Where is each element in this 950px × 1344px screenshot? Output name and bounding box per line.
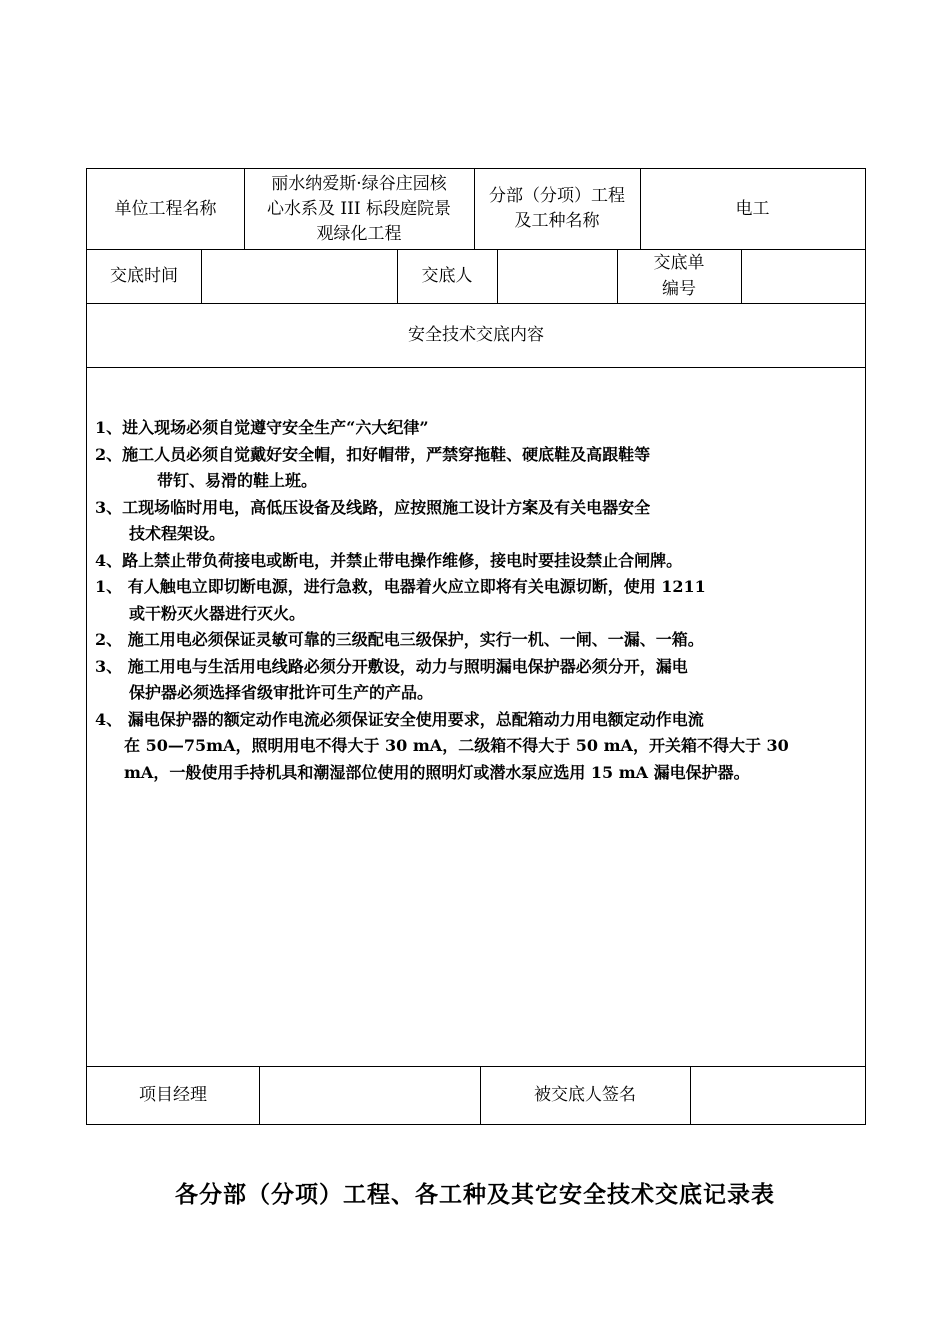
unit-project-name-line: 观绿化工程 <box>316 223 402 244</box>
content-line: 3、 施工用电与生活用电线路必须分开敷设，动力与照明漏电保护器必须分开，漏电 <box>95 656 688 676</box>
sub-project-label <box>474 169 640 249</box>
section-title: 安全技术交底内容 <box>408 324 544 345</box>
content-line: 1、 有人触电立即切断电源，进行急救，电器着火应立即将有关电源切断，使用 1211 <box>95 577 706 596</box>
briefing-number-label-line: 交底单 <box>653 253 705 273</box>
content-line: 保护器必须选择省级审批许可生产的产品。 <box>129 683 434 702</box>
briefing-content <box>95 415 859 786</box>
sub-project-label-line: 分部（分项）工程 <box>489 186 625 206</box>
signee-field[interactable] <box>690 1066 865 1124</box>
content-line: 或干粉灭火器进行灭火。 <box>129 603 306 623</box>
row-divider <box>87 367 865 368</box>
project-manager-field[interactable] <box>259 1066 480 1124</box>
unit-project-name-line: 丽水纳爱斯·绿谷庄园核 <box>271 173 447 194</box>
unit-project-name-line: 心水系及 III 标段庭院景 <box>267 198 451 219</box>
briefing-time-label: 交底时间 <box>110 265 178 286</box>
briefing-number-label-line: 编号 <box>662 279 696 299</box>
content-line: mA，一般使用手持机具和潮湿部位使用的照明灯或潜水泵应选用 15 mA 漏电保护器。 <box>124 762 750 782</box>
sub-project-label-line: 及工种名称 <box>514 211 600 231</box>
content-line: 2、 施工用电必须保证灵敏可靠的三级配电三级保护，实行一机、一闸、一漏、一箱。 <box>95 630 704 649</box>
briefing-person-field[interactable] <box>497 249 617 303</box>
content-line: 在 50—75mA，照明用电不得大于 30 mA，二级箱不得大于 50 mA，开关箱不得大于 30 <box>124 736 789 755</box>
content-line: 技术程架设。 <box>129 524 226 543</box>
content-line: 3、工现场临时用电，高低压设备及线路，应按照施工设计方案及有关电器安全 <box>95 497 651 517</box>
content-line: 2、施工人员必须自觉戴好安全帽，扣好帽带，严禁穿拖鞋、硬底鞋及高跟鞋等 <box>95 444 651 464</box>
sub-project-value: 电工 <box>735 198 770 219</box>
briefing-time-field[interactable] <box>201 249 397 303</box>
briefing-number-label <box>617 249 741 303</box>
document-title: 各分部（分项）工程、各工种及其它安全技术交底记录表 <box>175 1181 775 1208</box>
unit-project-name-value <box>244 169 474 249</box>
content-line: 4、 漏电保护器的额定动作电流必须保证安全使用要求，总配箱动力用电额定动作电流 <box>95 709 704 729</box>
briefing-number-field[interactable] <box>741 249 865 303</box>
briefing-person-label: 交底人 <box>421 265 473 286</box>
signee-label: 被交底人签名 <box>534 1084 636 1105</box>
unit-project-name-label: 单位工程名称 <box>114 198 217 219</box>
content-line: 1、进入现场必须自觉遵守安全生产“六大纪律” <box>95 418 429 437</box>
content-line: 4、路上禁止带负荷接电或断电，并禁止带电操作维修，接电时要挂设禁止合闸牌。 <box>95 550 683 570</box>
safety-briefing-table <box>86 168 866 1125</box>
content-line: 带钉、易滑的鞋上班。 <box>157 471 318 490</box>
project-manager-label: 项目经理 <box>139 1084 207 1105</box>
